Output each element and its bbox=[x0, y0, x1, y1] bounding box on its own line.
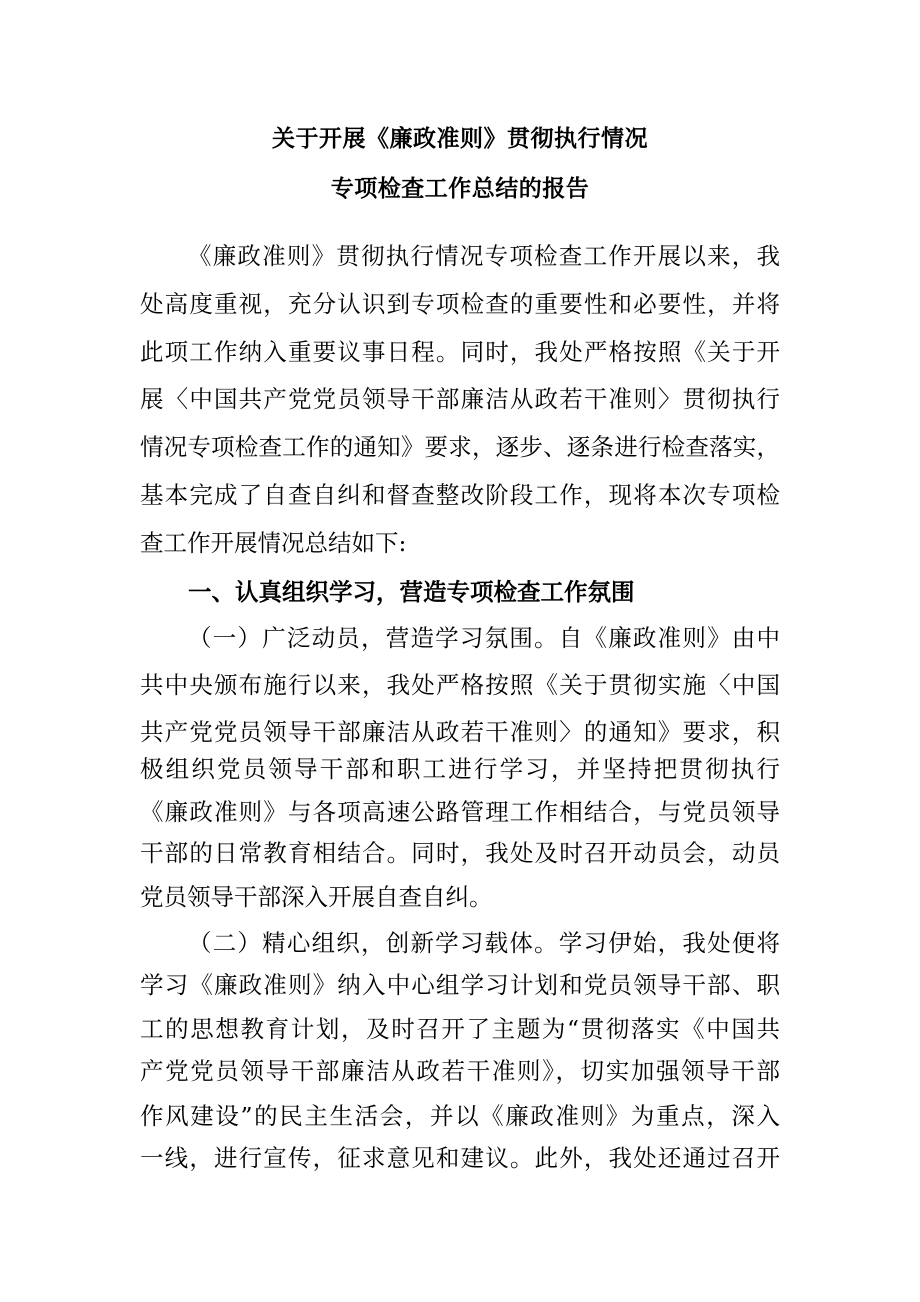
paragraph-1-line: 情况专项检查工作的通知》要求，逐步、逐条进行检查落实， bbox=[140, 433, 780, 461]
paragraph-3-line: 一线，进行宣传，征求意见和建议。此外，我处还通过召开 bbox=[140, 1144, 780, 1172]
paragraph-3-line: 作风建设”的民主生活会，并以《廉政准则》为重点，深入 bbox=[140, 1102, 780, 1130]
paragraph-2-line: 共产党党员领导干部廉洁从政若干准则〉的通知》要求，积 bbox=[140, 718, 780, 746]
document-title-line-1: 关于开展《廉政准则》贯彻执行情况 bbox=[272, 126, 648, 152]
paragraph-3-line: 工的思想教育计划，及时召开了主题为“贯彻落实《中国共 bbox=[140, 1015, 780, 1043]
paragraph-2-line: 极组织党员领导干部和职工进行学习，并坚持把贯彻执行 bbox=[140, 755, 780, 783]
paragraph-1-line: 《廉政准则》贯彻执行情况专项检查工作开展以来，我 bbox=[188, 242, 780, 270]
paragraph-2-line: 《廉政准则》与各项高速公路管理工作相结合，与党员领导 bbox=[140, 798, 780, 826]
paragraph-1-line: 查工作开展情况总结如下: bbox=[140, 529, 407, 557]
paragraph-3-line: 学习《廉政准则》纳入中心组学习计划和党员领导干部、职 bbox=[140, 971, 780, 999]
section-1-heading: 一、认真组织学习，营造专项检查工作氛围 bbox=[188, 578, 635, 606]
paragraph-2-line: 共中央颁布施行以来，我处严格按照《关于贯彻实施〈中国 bbox=[140, 671, 780, 699]
paragraph-1-line: 处高度重视，充分认识到专项检查的重要性和必要性，并将 bbox=[140, 290, 780, 318]
paragraph-1-line: 基本完成了自查自纠和督查整改阶段工作，现将本次专项检 bbox=[140, 481, 780, 509]
paragraph-2-line: （一）广泛动员，营造学习氛围。自《廉政准则》由中 bbox=[188, 624, 780, 652]
paragraph-2-line: 干部的日常教育相结合。同时，我处及时召开动员会，动员 bbox=[140, 839, 780, 867]
document-title-line-2: 专项检查工作总结的报告 bbox=[330, 176, 590, 202]
paragraph-3-line: 产党党员领导干部廉洁从政若干准则》，切实加强领导干部 bbox=[140, 1057, 780, 1085]
paragraph-3-line: （二）精心组织，创新学习载体。学习伊始，我处便将 bbox=[188, 929, 780, 957]
paragraph-2-line: 党员领导干部深入开展自查自纠。 bbox=[140, 883, 493, 911]
paragraph-1-line: 此项工作纳入重要议事日程。同时，我处严格按照《关于开 bbox=[140, 338, 780, 366]
paragraph-1-line: 展〈中国共产党党员领导干部廉洁从政若干准则〉贯彻执行 bbox=[140, 385, 780, 413]
